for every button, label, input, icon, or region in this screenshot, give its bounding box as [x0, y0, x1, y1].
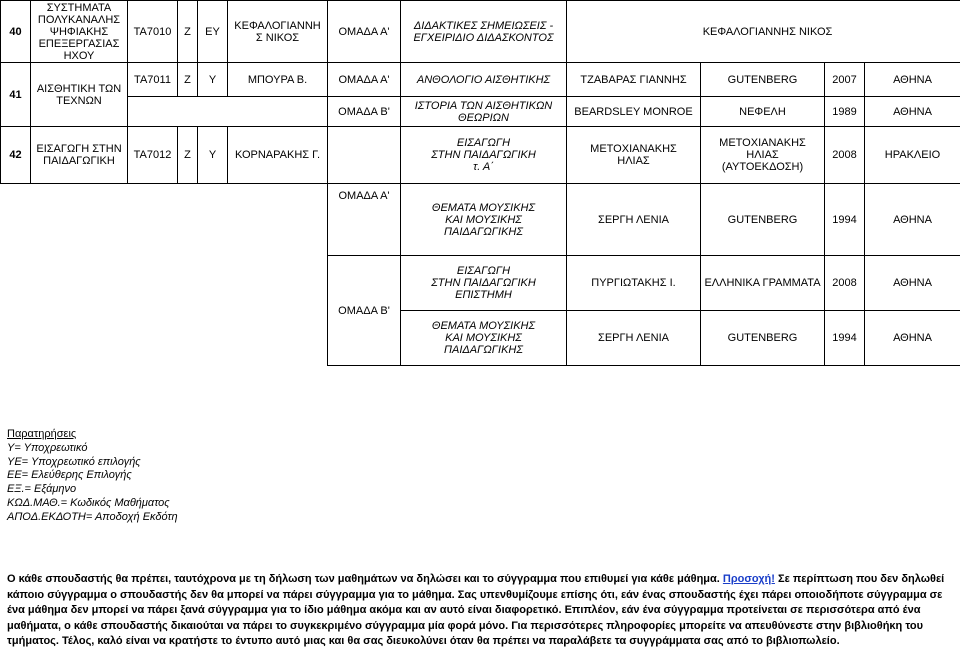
book-title: ΑΝΘΟΛΟΓΙΟ ΑΙΣΘΗΤΙΚΗΣ: [401, 63, 567, 97]
course-type: Υ: [198, 63, 228, 97]
table-row: [1, 184, 960, 256]
book-author: ΠΥΡΓΙΩΤΑΚΗΣ Ι.: [567, 256, 701, 311]
book-author: ΤΖΑΒΑΡΑΣ ΓΙΑΝΝΗΣ: [567, 63, 701, 97]
book-title: ΘΕΜΑΤΑ ΜΟΥΣΙΚΗΣ ΚΑΙ ΜΟΥΣΙΚΗΣ ΠΑΙΔΑΓΩΓΙΚΗΣ: [401, 184, 567, 256]
note-line: ΕΕ= Ελεύθερης Επιλογής: [7, 469, 132, 482]
table-row: [1, 63, 960, 97]
book-author: ΜΕΤΟΧΙΑΝΑΚΗΣ ΗΛΙΑΣ: [567, 127, 701, 184]
book-group: ΟΜΑΔΑ Α': [328, 184, 401, 256]
row-number: 42: [1, 127, 31, 184]
semester-type: Ζ: [178, 127, 198, 184]
course-code: ΤΑ7012: [128, 127, 178, 184]
book-title: ΕΙΣΑΓΩΓΗ ΣΤΗΝ ΠΑΙΔΑΓΩΓΙΚΗ ΕΠΙΣΤΗΜΗ: [401, 256, 567, 311]
warning-text: Ο κάθε σπουδαστής θα πρέπει, ταυτόχρονα με τη δήλωση των μαθημάτων να δηλώσει και το σύγγραμμα που επιθυμεί για κάθε μάθημα.: [7, 573, 720, 585]
book-city: ΑΘΗΝΑ: [865, 311, 960, 366]
note-line: ΥΕ= Υποχρεωτικό επιλογής: [7, 455, 141, 468]
book-group: ΟΜΑΔΑ Α': [328, 63, 401, 97]
note-line: Υ= Υποχρεωτικό: [7, 441, 88, 454]
book-group: ΟΜΑΔΑ Β': [328, 256, 401, 366]
book-group: ΟΜΑΔΑ Β': [328, 97, 401, 127]
warning-highlight: Προσοχή!: [722, 573, 775, 585]
book-city: ΗΡΑΚΛΕΙΟ: [865, 127, 960, 184]
book-title: ΙΣΤΟΡΙΑ ΤΩΝ ΑΙΣΘΗΤΙΚΩΝ ΘΕΩΡΙΩΝ: [401, 97, 567, 127]
teacher: ΚΟΡΝΑΡΑΚΗΣ Γ.: [228, 127, 328, 184]
table-row: [1, 127, 960, 184]
table-row: [1, 1, 960, 63]
book-author: ΣΕΡΓΗ ΛΕΝΙΑ: [567, 311, 701, 366]
course-code: ΤΑ7011: [128, 63, 178, 97]
notes-title: Παρατηρήσεις: [7, 428, 77, 440]
course-type: ΕΥ: [198, 1, 228, 63]
book-city: ΑΘΗΝΑ: [865, 97, 960, 127]
semester-type: Ζ: [178, 1, 198, 63]
book-year: 1994: [825, 311, 865, 366]
book-publisher: ΝΕΦΕΛΗ: [701, 97, 825, 127]
teacher: ΜΠΟΥΡΑ Β.: [228, 63, 328, 97]
book-city: ΑΘΗΝΑ: [865, 184, 960, 256]
notes-section: [7, 428, 178, 525]
course-title: ΑΙΣΘΗΤΙΚΗ ΤΩΝ ΤΕΧΝΩΝ: [31, 63, 128, 127]
book-author: ΚΕΦΑΛΟΓΙΑΝΝΗΣ ΝΙΚΟΣ: [567, 1, 960, 63]
teacher: ΚΕΦΑΛΟΓΙΑΝΝΗ Σ ΝΙΚΟΣ: [228, 1, 328, 63]
book-year: 1989: [825, 97, 865, 127]
table-row: [1, 97, 960, 127]
course-title: ΕΙΣΑΓΩΓΗ ΣΤΗΝ ΠΑΙΔΑΓΩΓΙΚΗ: [31, 127, 128, 184]
course-code: ΤΑ7010: [128, 1, 178, 63]
book-publisher: GUTENBERG: [701, 311, 825, 366]
note-line: ΕΞ.= Εξάμηνο: [7, 483, 77, 496]
course-type: Υ: [198, 127, 228, 184]
book-author: BEARDSLEY MONROE: [567, 97, 701, 127]
book-title: ΕΙΣΑΓΩΓΗ ΣΤΗΝ ΠΑΙΔΑΓΩΓΙΚΗ τ. Α΄: [401, 127, 567, 184]
empty-cell: [1, 184, 328, 366]
book-title: ΘΕΜΑΤΑ ΜΟΥΣΙΚΗΣ ΚΑΙ ΜΟΥΣΙΚΗΣ ΠΑΙΔΑΓΩΓΙΚΗΣ: [401, 311, 567, 366]
book-publisher: GUTENBERG: [701, 63, 825, 97]
book-group: [328, 127, 401, 184]
book-year: 2007: [825, 63, 865, 97]
book-year: 1994: [825, 184, 865, 256]
row-number: 41: [1, 63, 31, 127]
warning-text-continued: Σε περίπτωση που δεν δηλωθεί κάποιο σύγγραμμα ο σπουδαστής δεν θα μπορεί να πάρει σύγγραμμα για το μάθημα. Σας υπενθυμίζουμε επίσης ότι, εάν ένας σπουδαστής έχει πάρει οποιοδήποτε σύγγραμμα σε ένα μάθημα δεν μπορεί να πάρει ξανά σύγγραμμα για το ίδιο μάθημα ακόμα και αν αυτό είναι διαφορετικό. Επιπλέον, εάν ένα σύγγραμμα προτείνεται σε περισσότερα από ένα μαθήματα, ο κάθε σπουδαστής δικαιούται να πάρει το συγκεκριμένο σύγγραμμα μία φορά μόνο. Για περισσότερες πληροφορίες μπορείτε να απευθύνεστε στην βιβλιοθήκη του τμήματος. Τέλος, καλό είναι να κρατήστε το έντυπο αυτό μιας και θα σας διευκολύνει όταν θα πρέπει να παραλάβετε τα συγγράμματα σας από το βιβλιοπωλείο.: [7, 573, 945, 647]
book-publisher: GUTENBERG: [701, 184, 825, 256]
book-title: ΔΙΔΑΚΤΙΚΕΣ ΣΗΜΕΙΩΣΕΙΣ - ΕΓΧΕΙΡΙΔΙΟ ΔΙΔΑΣΚΟΝΤΟΣ: [401, 1, 567, 63]
book-publisher: ΜΕΤΟΧΙΑΝΑΚΗΣ ΗΛΙΑΣ (ΑΥΤΟΕΚΔΟΣΗ): [701, 127, 825, 184]
note-line: ΚΩΔ.ΜΑΘ.= Κωδικός Μαθήματος: [7, 496, 170, 509]
book-year: 2008: [825, 256, 865, 311]
book-city: ΑΘΗΝΑ: [865, 63, 960, 97]
row-number: 40: [1, 1, 31, 63]
semester-type: Ζ: [178, 63, 198, 97]
empty-cell: [128, 97, 328, 127]
book-group: ΟΜΑΔΑ Α': [328, 1, 401, 63]
course-title: ΣΥΣΤΗΜΑΤΑ ΠΟΛΥΚΑΝΑΛΗΣ ΨΗΦΙΑΚΗΣ ΕΠΕΞΕΡΓΑΣΙΑΣ ΗΧΟΥ: [31, 1, 128, 63]
book-publisher: ΕΛΛΗΝΙΚΑ ΓΡΑΜΜΑΤΑ: [701, 256, 825, 311]
book-city: ΑΘΗΝΑ: [865, 256, 960, 311]
warning-paragraph: [7, 572, 957, 650]
book-author: ΣΕΡΓΗ ΛΕΝΙΑ: [567, 184, 701, 256]
book-year: 2008: [825, 127, 865, 184]
note-line: ΑΠΟΔ.ΕΚΔΟΤΗ= Αποδοχή Εκδότη: [7, 510, 178, 523]
